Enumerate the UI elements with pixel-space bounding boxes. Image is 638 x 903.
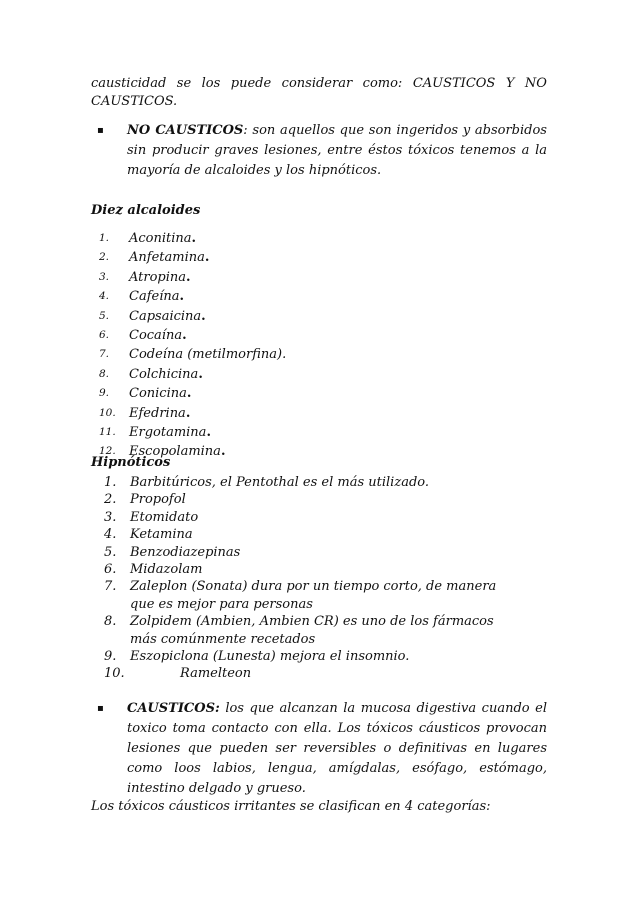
alcaloide-name: Atropina bbox=[129, 269, 187, 285]
alcaloide-number: 3. bbox=[99, 270, 110, 283]
no-causticos-term: NO CAUSTICOS bbox=[127, 123, 244, 138]
alcaloide-item bbox=[99, 384, 286, 403]
intro-line-2: CAUSTICOS. bbox=[91, 94, 178, 109]
hipnotico-text: Etomidato bbox=[130, 509, 199, 525]
alcaloides-heading: Diez alcaloides bbox=[91, 203, 201, 218]
causticos-bullet bbox=[97, 699, 547, 799]
hipnotico-number: 1. bbox=[104, 475, 117, 490]
hipnotico-text: Ramelteon bbox=[180, 666, 252, 682]
alcaloide-number: 2. bbox=[99, 251, 110, 264]
alcaloide-number: 4. bbox=[99, 290, 110, 303]
intro-paragraph bbox=[91, 75, 547, 111]
hipnotico-text: Midazolam bbox=[130, 562, 203, 578]
intro-word: se bbox=[176, 76, 192, 91]
intro-word: Y bbox=[505, 76, 515, 91]
hipnotico-text: Barbitúricos, el Pentothal es el más utilizado. bbox=[130, 475, 429, 490]
hipnotico-item bbox=[104, 491, 524, 508]
closing-sentence: Los tóxicos cáusticos irritantes se clasifican en 4 categorías: bbox=[91, 799, 491, 814]
hipnotico-number: 8. bbox=[104, 614, 117, 630]
alcaloide-number: 7. bbox=[99, 348, 110, 361]
intro-word: los bbox=[201, 76, 221, 91]
intro-word: CAUSTICOS bbox=[412, 76, 496, 91]
hipnotico-item bbox=[104, 544, 524, 561]
intro-word: causticidad bbox=[91, 76, 167, 91]
alcaloide-item bbox=[99, 404, 286, 423]
hipnotico-number: 5. bbox=[104, 544, 117, 560]
alcaloide-item bbox=[99, 423, 286, 442]
alcaloide-period: . bbox=[185, 405, 191, 421]
alcaloide-period: . bbox=[198, 366, 203, 382]
causticos-text bbox=[127, 699, 547, 799]
alcaloide-name: Cafeína bbox=[129, 289, 180, 305]
alcaloide-item bbox=[99, 307, 286, 326]
no-causticos-description: : son aquellos que son ingeridos y absorbidos sin producir graves lesiones, entre éstos tóxicos tenemos a la mayoría de alcaloides y los hipnóticos. bbox=[127, 123, 547, 178]
alcaloide-period: . bbox=[201, 308, 206, 324]
hipnotico-text: Zolpidem (Ambien, Ambien CR) es uno de los fármacos más comúnmente recetados bbox=[130, 614, 494, 647]
hipnotico-number: 10. bbox=[104, 666, 125, 682]
hipnotico-number: 2. bbox=[104, 492, 117, 508]
alcaloide-period: . bbox=[186, 269, 191, 285]
alcaloide-period: . bbox=[220, 444, 226, 460]
hipnotico-item bbox=[104, 613, 524, 648]
causticos-term: CAUSTICOS: bbox=[127, 701, 220, 716]
hipnotico-text: Eszopiclona (Lunesta) mejora el insomnio. bbox=[130, 649, 410, 665]
intro-word: considerar bbox=[281, 76, 353, 91]
hipnotico-number: 9. bbox=[104, 649, 117, 665]
alcaloide-item bbox=[99, 326, 286, 345]
hipnotico-number: 7. bbox=[104, 579, 117, 595]
alcaloide-number: 1. bbox=[99, 232, 110, 244]
alcaloide-period: . bbox=[206, 424, 211, 440]
hipnotico-item bbox=[104, 578, 524, 613]
alcaloide-number: 5. bbox=[99, 309, 110, 322]
alcaloide-item bbox=[99, 287, 286, 306]
alcaloide-number: 6. bbox=[99, 328, 110, 341]
alcaloide-name: Ergotamina bbox=[129, 424, 207, 440]
alcaloide-name: Capsaicina bbox=[129, 308, 202, 324]
alcaloide-item bbox=[99, 229, 286, 248]
square-bullet-icon: ▪ bbox=[97, 703, 104, 714]
intro-word: como: bbox=[362, 76, 403, 91]
intro-line-1 bbox=[91, 75, 547, 93]
alcaloide-period: . bbox=[204, 250, 210, 266]
alcaloide-name: Anfetamina bbox=[129, 250, 205, 266]
alcaloide-period: . bbox=[186, 386, 192, 402]
hipnotico-text: Propofol bbox=[130, 492, 186, 508]
alcaloide-period: . bbox=[182, 327, 187, 343]
square-bullet-icon: ▪ bbox=[97, 125, 104, 136]
hipnotico-item bbox=[104, 526, 524, 543]
alcaloide-number: 11. bbox=[99, 425, 116, 438]
alcaloide-number: 9. bbox=[99, 387, 110, 400]
alcaloide-period: . bbox=[191, 231, 197, 246]
hipnotico-item bbox=[104, 665, 524, 682]
alcaloide-number: 10. bbox=[99, 406, 116, 419]
alcaloide-name: Escopolamina bbox=[129, 444, 221, 460]
hipnotico-number: 3. bbox=[104, 509, 117, 525]
alcaloide-item bbox=[99, 248, 286, 267]
hipnotico-number: 4. bbox=[104, 527, 117, 543]
alcaloide-item bbox=[99, 345, 286, 364]
hipnotico-number: 6. bbox=[104, 562, 117, 578]
no-causticos-text bbox=[127, 121, 547, 181]
no-causticos-bullet bbox=[97, 121, 547, 181]
alcaloide-name: Efedrina bbox=[129, 405, 186, 421]
hipnotico-item bbox=[104, 648, 524, 665]
hipnoticos-heading: Hipnóticos bbox=[91, 455, 171, 470]
alcaloide-number: 12. bbox=[99, 445, 116, 458]
alcaloide-item bbox=[99, 365, 286, 384]
alcaloide-item bbox=[99, 268, 286, 287]
alcaloide-name: Colchicina bbox=[129, 366, 199, 382]
causticos-description: los que alcanzan la mucosa digestiva cuando el toxico toma contacto con ella. Los tóxicos cáusticos provocan lesiones que pueden ser reversibles o definitivas en lugares como loos labios, lengua, amígdalas, esófago, estómago, intestino delgado y grueso. bbox=[127, 701, 547, 796]
alcaloide-number: 8. bbox=[99, 367, 110, 380]
hipnoticos-list bbox=[104, 474, 524, 683]
alcaloides-list bbox=[99, 229, 286, 462]
hipnotico-text: Ketamina bbox=[130, 527, 193, 543]
hipnotico-item bbox=[104, 474, 524, 491]
hipnotico-item bbox=[104, 561, 524, 578]
hipnotico-text: Zaleplon (Sonata) dura por un tiempo corto, de manera que es mejor para personas bbox=[130, 579, 497, 612]
alcaloide-name: Aconitina bbox=[129, 231, 192, 246]
alcaloide-name: Codeína (metilmorfina). bbox=[129, 347, 287, 363]
hipnotico-text: Benzodiazepinas bbox=[130, 544, 241, 560]
intro-word: puede bbox=[230, 76, 272, 91]
alcaloide-name: Cocaína bbox=[129, 327, 183, 343]
alcaloide-name: Conicina bbox=[129, 386, 187, 402]
hipnotico-item bbox=[104, 509, 524, 526]
alcaloide-period: . bbox=[179, 289, 185, 305]
intro-word: NO bbox=[524, 76, 547, 91]
